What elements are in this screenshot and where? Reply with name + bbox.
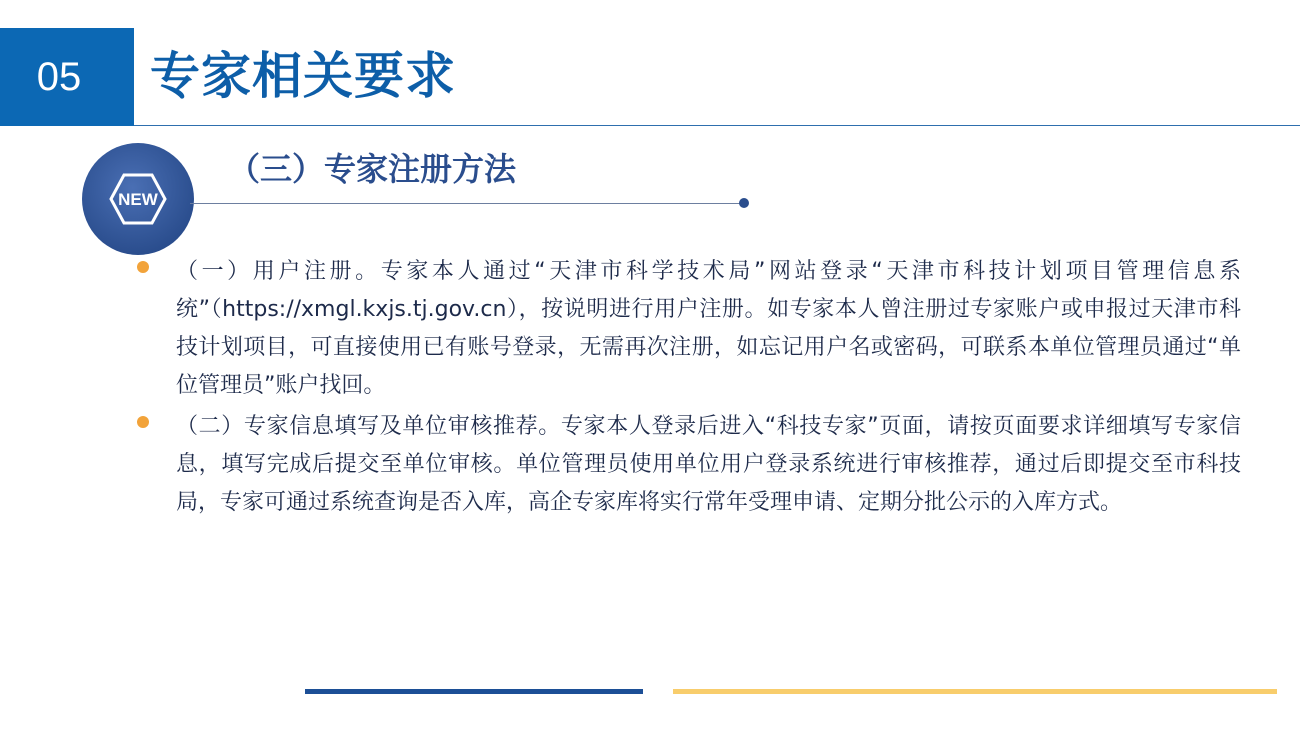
header-divider: [134, 125, 1300, 126]
bullet-text: （二）专家信息填写及单位审核推荐。专家本人登录后进入“科技专家”页面，请按页面要求详细填写专家信息，填写完成后提交至单位审核。单位管理员使用单位用户登录系统进行审核推荐，通过后即提交至市科技局，专家可通过系统查询是否入库，高企专家库将实行常年受理申请、定期分批公示的入库方式。: [176, 414, 1241, 515]
list-item: [131, 253, 1241, 405]
subheading-divider-dot: [739, 198, 749, 208]
section-number-box: [0, 28, 134, 126]
footer-bar-blue: [305, 689, 643, 694]
subheading-divider: [190, 203, 740, 204]
footer-bar-gold: [673, 689, 1277, 694]
subheading: （三）专家注册方法: [228, 150, 517, 188]
page-title: 专家相关要求: [150, 47, 456, 105]
bullet-dot: [137, 261, 149, 273]
new-badge: [81, 142, 195, 256]
list-item: [131, 408, 1241, 522]
section-number: 05: [36, 54, 82, 99]
bullet-text: （一）用户注册。专家本人通过“天津市科学技术局”网站登录“天津市科技计划项目管理信息系统”（https://xmgl.kxjs.tj.gov.cn），按说明进行用户注册。如专家本人曾注册过专家账户或申报过天津市科技计划项目，可直接使用已有账号登录，无需再次注册，如忘记用户名或密码，可联系本单位管理员通过“单位管理员”账户找回。: [176, 259, 1241, 398]
bullet-dot: [137, 416, 149, 428]
badge-label: NEW: [118, 190, 158, 209]
